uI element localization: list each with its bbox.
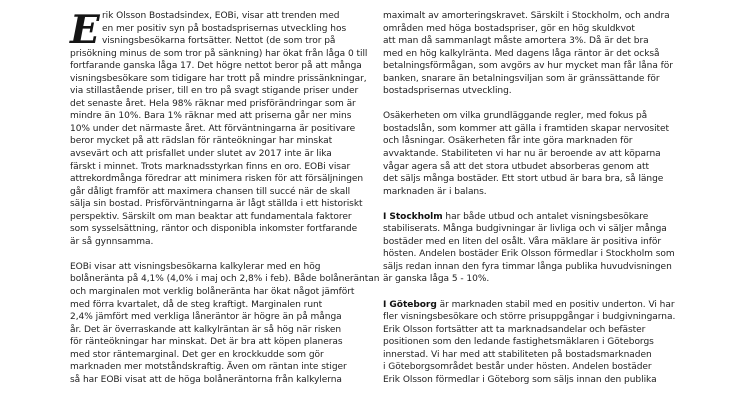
text-line: fler visningsbesökare och större prisuppgångar i budgivningarna. <box>383 312 676 323</box>
text-line: att man då sammanlagt måste amortera 3%. Då är det bra <box>383 36 649 47</box>
text-line: med förra kvartalet, då de steg kraftigt. Marginalen runt <box>70 299 323 310</box>
stockholm-paragraph <box>383 211 683 286</box>
interest-rate-paragraph <box>70 261 380 386</box>
intro-paragraph-lines <box>70 7 368 248</box>
text-line: områden med höga bostadspriser, gör en hög skuldkvot <box>383 23 635 34</box>
text-line: bolåneränta på 4,1% (4,0% i maj och 2,8% i feb). Både bolåneräntan <box>70 274 380 285</box>
text-line: Erik Olsson fortsätter att ta marknadsandelar och befäster <box>383 324 646 335</box>
text-line: så har EOBi visat att de höga bolåneräntorna från kalkylerna <box>70 374 342 385</box>
text-line: betalningsförmågan, som avgörs av hur mycket man får låna för <box>383 61 673 72</box>
text-line: bostadsprisernas utveckling. <box>383 86 512 97</box>
text-line: säljs redan innan den fyra timmar långa publika huvudvisningen <box>383 261 672 272</box>
text-line: 10% under det närmaste året. Att förväntningarna är positivare <box>70 123 356 134</box>
drop-cap: E <box>70 7 100 53</box>
goteborg-first-line-text: är marknaden stabil med en positiv underton. Vi har <box>436 299 675 310</box>
text-line: för ränteökningar har minskat. Det är bra att köpen planeras <box>70 337 343 348</box>
text-line: det senaste året. Hela 98% räknar med prisförändringar som är <box>70 98 356 109</box>
text-line: rik Olsson Bostadsindex, EOBi, visar att trenden med <box>102 11 340 21</box>
text-line: mindre än 10%. Bara 1% räknar med att priserna går ner mins <box>70 111 352 122</box>
text-line: visningsbesökarna fortsätter. Nettot (de som tror på <box>102 36 336 47</box>
text-line: och låsningar. Osäkerheten får inte göra marknaden för <box>383 136 633 147</box>
text-line: stabiliserats. Många budgivningar är livliga och vi säljer många <box>383 224 667 235</box>
goteborg-first-line <box>383 299 683 312</box>
text-line: avvaktande. Stabiliteten vi har nu är beroende av att köparna <box>383 149 661 160</box>
text-line: banken, snarare än betalningsviljan som är gränssättande för <box>383 73 660 84</box>
text-line: med en hög kalkylränta. Med dagens låga räntor är det också <box>383 48 660 59</box>
text-line: visningsbesökare som tidigare har trott på mindre prissänkningar, <box>70 73 367 84</box>
stockholm-first-line-text: har både utbud och antalet visningsbesökare <box>442 211 649 222</box>
amortization-paragraph <box>383 10 683 98</box>
goteborg-heading: I Göteborg <box>383 299 437 310</box>
text-line: positionen som den ledande fastighetsmäklaren i Göteborgs <box>383 337 654 348</box>
text-line: avsevärt och att prisfallet under slutet av 2017 inte är lika <box>70 149 332 160</box>
text-line: i Göteborgsområdet består under hösten. Andelen bostäder <box>383 362 652 373</box>
text-line: år. Det är överraskande att kalkylräntan är så hög när risken <box>70 324 342 335</box>
text-line: och marginalen mot verklig bolåneränta har ökat något jämfört <box>70 287 355 298</box>
text-line: Erik Olsson förmedlar i Göteborg som säljs innan den publika <box>383 374 657 385</box>
text-line: en mer positiv syn på bostadsprisernas utveckling hos <box>102 23 347 34</box>
text-line: marknaden mer motståndskraftig. Även om räntan inte stiger <box>70 362 347 373</box>
stockholm-first-line <box>383 211 683 224</box>
text-line: är ganska låga 5 - 10%. <box>383 274 490 285</box>
text-line: går dåligt framför att maximera chansen till succé när de skall <box>70 186 351 197</box>
text-line: perspektiv. Särskilt om man beaktar att fundamentala faktorer <box>70 211 352 222</box>
text-line: fortfarande ganska låga 17. Det högre nettot beror på att många <box>70 61 362 72</box>
text-line: EOBi visar att visningsbesökarna kalkylerar med en hög <box>70 261 321 272</box>
text-line: som sysselsättning, räntor och disponibla inkomster fortfarande <box>70 224 358 235</box>
text-line: 2,4% jämfört med verkliga låneräntor är högre än på många <box>70 312 342 323</box>
goteborg-lines <box>383 311 683 386</box>
text-line: innerstad. Vi har med att stabiliteten på bostadsmarknaden <box>383 349 652 360</box>
text-line: hösten. Andelen bostäder Erik Olsson förmedlar i Stockholm som <box>383 249 675 260</box>
stockholm-lines <box>383 223 683 286</box>
text-line: det säljs många bostäder. Ett stort utbud är bara bra, så länge <box>383 174 664 185</box>
text-line: bostadslån, som kommer att gälla i framtiden skapar nervositet <box>383 123 670 134</box>
text-line: marknaden är i balans. <box>383 186 487 197</box>
text-line: Osäkerheten om vilka grundläggande regler, med fokus på <box>383 111 648 122</box>
text-line: attrekordmånga föredrar att minimera risken för att försäljningen <box>70 174 364 185</box>
text-line: färskt i minnet. Trots marknadsstyrkan finns en oro. EOBi visar <box>70 161 351 172</box>
text-line: vågar agera så att det stora utbudet absorberas genom att <box>383 161 650 172</box>
text-line: med stor räntemarginal. Det ger en krockkudde som gör <box>70 349 324 360</box>
text-line: prisökning minus de som tror på sänkning) har ökat från låga 0 till <box>70 48 368 59</box>
stockholm-heading: I Stockholm <box>383 211 443 222</box>
text-line: bostäder med en liten del osålt. Våra mäklare är positiva inför <box>383 236 662 247</box>
left-column <box>70 7 380 386</box>
text-line: maximalt av amorteringskravet. Särskilt i Stockholm, och andra <box>383 11 670 21</box>
text-line: sälja sin bostad. Prisförväntningarna är lågt ställda i ett historiskt <box>70 199 363 210</box>
text-line: är så gynnsamma. <box>70 236 154 247</box>
text-line: beror mycket på att rädslan för ränteökningar har minskat <box>70 136 333 147</box>
uncertainty-paragraph <box>383 110 683 198</box>
right-column <box>383 10 683 386</box>
text-line: via stillastående priser, till en tro på svagt stigande priser under <box>70 86 359 97</box>
goteborg-paragraph <box>383 299 683 387</box>
intro-paragraph <box>70 7 368 248</box>
